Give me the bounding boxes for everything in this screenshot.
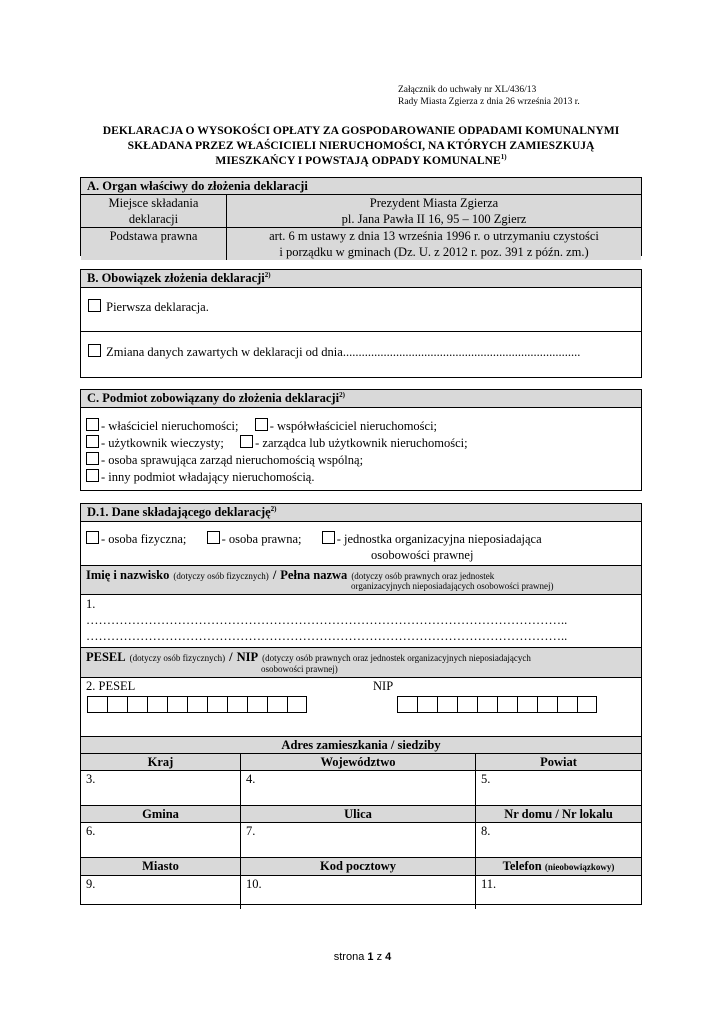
commune-header: Gmina <box>81 806 241 823</box>
org-unit-label: - jednostka organizacyjna nieposiadająca <box>336 532 542 546</box>
house-number-field[interactable]: 8. <box>476 823 642 858</box>
pesel-label: 2. PESEL <box>86 679 136 693</box>
owner-checkbox[interactable] <box>86 418 99 431</box>
perpetual-user-checkbox[interactable] <box>86 435 99 448</box>
attachment-note <box>398 84 580 108</box>
postal-code-header: Kod pocztowy <box>241 858 476 876</box>
page-number: strona 1 z 4 <box>333 951 392 963</box>
address-header: Adres zamieszkania / siedziby <box>81 737 641 754</box>
country-header: Kraj <box>81 754 241 771</box>
place-label: Miejsce składania deklaracji <box>81 195 227 228</box>
section-d1-header: D.1. Dane składającego deklarację$^{2)}$ <box>81 504 641 522</box>
natural-person-label: - osoba fizyczna; <box>101 532 187 546</box>
name-field-header: Imię i nazwisko (dotyczy osób fizycznych) / Pełna nazwa (dotyczy osób prawnych oraz jednostek organizacyjnych nieposiadających osobowości prawnej) <box>81 566 641 595</box>
basis-label: Podstawa prawna <box>81 228 227 261</box>
street-field[interactable]: 7. <box>241 823 476 858</box>
first-declaration-label: Pierwsza deklaracja. <box>106 300 209 314</box>
page-title <box>80 123 642 168</box>
section-b <box>80 269 642 378</box>
title-line-2: SKŁADANA PRZEZ WŁAŚCICIELI NIERUCHOMOŚCI, NA KTÓRYCH ZAMIESZKUJĄ <box>127 139 595 152</box>
other-entity-label: - inny podmiot władający nieruchomością. <box>101 470 315 484</box>
title-footnote: 1) <box>500 153 507 162</box>
county-header: Powiat <box>476 754 642 771</box>
legal-person-checkbox[interactable] <box>207 531 220 544</box>
city-header: Miasto <box>81 858 241 876</box>
common-manager-label: - osoba sprawująca zarząd nieruchomością wspólną; <box>101 453 364 467</box>
place-value: Prezydent Miasta Zgierza pl. Jana Pawła II 16, 95 – 100 Zgierz <box>227 195 642 228</box>
org-unit-label-2: osobowości prawnej <box>371 548 474 562</box>
country-field[interactable]: 3. <box>81 771 241 806</box>
perpetual-user-label: - użytkownik wieczysty; <box>101 436 224 450</box>
coowner-label: - współwłaściciel nieruchomości; <box>269 419 438 433</box>
manager-checkbox[interactable] <box>240 435 253 448</box>
common-manager-checkbox[interactable] <box>86 452 99 465</box>
voivodeship-field[interactable]: 4. <box>241 771 476 806</box>
title-line-3: MIESZKAŃCY I POWSTAJĄ ODPADY KOMUNALNE$^{1)}$ <box>215 153 507 167</box>
house-number-header: Nr domu / Nr lokalu <box>476 806 642 823</box>
attachment-line-2: Rady Miasta Zgierza z dnia 26 września 2013 r. <box>398 97 580 107</box>
phone-header: Telefon (nieobowiązkowy) <box>476 858 642 876</box>
natural-person-checkbox[interactable] <box>86 531 99 544</box>
name-field[interactable]: 1. …………………………………………………………………………………………………….. …………………………………………………………………………………………………….. <box>81 595 641 648</box>
voivodeship-header: Województwo <box>241 754 476 771</box>
manager-label: - zarządca lub użytkownik nieruchomości; <box>255 436 468 450</box>
street-header: Ulica <box>241 806 476 823</box>
title-line-1: DEKLARACJA O WYSOKOŚCI OPŁATY ZA GOSPODAROWANIE ODPADAMI KOMUNALNYMI <box>102 124 620 137</box>
change-declaration-checkbox[interactable] <box>88 344 101 357</box>
nip-label: NIP <box>373 679 394 693</box>
section-a <box>80 177 642 259</box>
section-c-header: C. Podmiot zobowiązany do złożenia deklaracji$^{2)}$ <box>81 390 641 408</box>
commune-field[interactable]: 6. <box>81 823 241 858</box>
city-field[interactable]: 9. <box>81 876 241 910</box>
postal-code-field[interactable]: 10. <box>241 876 476 910</box>
other-entity-checkbox[interactable] <box>86 469 99 482</box>
org-unit-checkbox[interactable] <box>322 531 335 544</box>
nip-input[interactable] <box>397 696 597 713</box>
change-declaration-label: Zmiana danych zawartych w deklaracji od dnia............................................................................ <box>106 345 581 359</box>
legal-person-label: - osoba prawna; <box>221 532 302 546</box>
section-c <box>80 389 642 491</box>
basis-value: art. 6 m ustawy z dnia 13 września 1996 r. o utrzymaniu czystości i porządku w gminach (Dz. U. z 2012 r. poz. 391 z późn. zm.) <box>227 228 642 261</box>
owner-label: - właściciel nieruchomości; <box>101 419 239 433</box>
county-field[interactable]: 5. <box>476 771 642 806</box>
pesel-nip-header: PESEL (dotyczy osób fizycznych) / NIP (dotyczy osób prawnych oraz jednostek organizacyjnych nieposiadających osobowości prawnej) <box>81 648 641 678</box>
section-a-header: A. Organ właściwy do złożenia deklaracji <box>81 178 641 195</box>
section-b-header: B. Obowiązek złożenia deklaracji$^{2)}$ <box>81 270 641 288</box>
address-table <box>81 737 641 909</box>
first-declaration-checkbox[interactable] <box>88 299 101 312</box>
section-d1 <box>80 503 642 905</box>
attachment-line-1: Załącznik do uchwały nr XL/436/13 <box>398 85 537 95</box>
phone-field[interactable]: 11. <box>476 876 642 910</box>
coowner-checkbox[interactable] <box>255 418 268 431</box>
pesel-input[interactable] <box>87 696 307 713</box>
